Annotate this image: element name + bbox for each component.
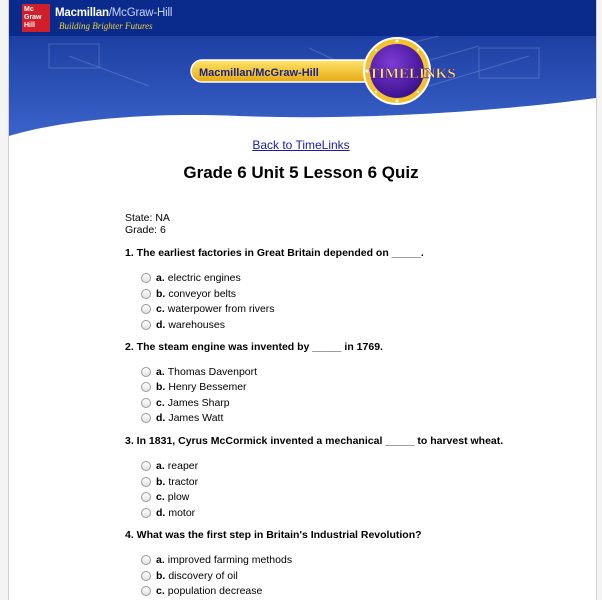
- q3-option-b[interactable]: b. tractor: [141, 476, 198, 488]
- brand-name[interactable]: Macmillan/McGraw-Hill: [55, 7, 173, 19]
- radio-button[interactable]: [141, 398, 151, 408]
- radio-button[interactable]: [141, 382, 151, 392]
- grade-label: Grade: 6: [125, 224, 166, 236]
- q1-option-b[interactable]: b. conveyor belts: [141, 288, 236, 300]
- q1-option-c[interactable]: c. waterpower from rivers: [141, 303, 275, 315]
- back-to-timelinks-link[interactable]: Back to TimeLinks: [252, 138, 350, 152]
- brand-tagline: Building Brighter Futures: [59, 21, 153, 31]
- header-bar: [9, 0, 596, 36]
- radio-button[interactable]: [141, 586, 151, 596]
- radio-button[interactable]: [141, 320, 151, 330]
- timelinks-banner: [9, 36, 596, 146]
- radio-button[interactable]: [141, 289, 151, 299]
- q3-option-c[interactable]: c. plow: [141, 491, 189, 503]
- question-4: 4. What was the first step in Britain's Industrial Revolution?: [125, 529, 422, 541]
- radio-button[interactable]: [141, 273, 151, 283]
- page-title: Grade 6 Unit 5 Lesson 6 Quiz: [183, 163, 419, 182]
- mcgraw-hill-logo[interactable]: Mc Graw Hill: [22, 4, 50, 32]
- radio-button[interactable]: [141, 413, 151, 423]
- q2-option-a[interactable]: a. Thomas Davenport: [141, 366, 257, 378]
- radio-button[interactable]: [141, 461, 151, 471]
- question-2: 2. The steam engine was invented by _____ in 1769.: [125, 341, 383, 353]
- q1-option-a[interactable]: a. electric engines: [141, 272, 241, 284]
- banner-publisher: Macmillan/McGraw-Hill: [199, 67, 319, 79]
- radio-button[interactable]: [141, 367, 151, 377]
- right-scrollbar[interactable]: [596, 0, 602, 600]
- question-1: 1. The earliest factories in Great Britain depended on _____.: [125, 247, 424, 259]
- q2-option-b[interactable]: b. Henry Bessemer: [141, 381, 247, 393]
- quiz-meta: [125, 212, 170, 236]
- q2-option-c[interactable]: c. James Sharp: [141, 397, 230, 409]
- radio-button[interactable]: [141, 304, 151, 314]
- q3-option-d[interactable]: d. motor: [141, 507, 195, 519]
- q4-option-b[interactable]: b. discovery of oil: [141, 570, 238, 582]
- radio-button[interactable]: [141, 571, 151, 581]
- q1-option-d[interactable]: d. warehouses: [141, 319, 225, 331]
- radio-button[interactable]: [141, 555, 151, 565]
- q4-option-a[interactable]: a. improved farming methods: [141, 554, 292, 566]
- radio-button[interactable]: [141, 508, 151, 518]
- banner-product: TIMELINKS: [369, 66, 456, 82]
- radio-button[interactable]: [141, 492, 151, 502]
- q3-option-a[interactable]: a. reaper: [141, 460, 198, 472]
- left-frame: [0, 0, 9, 600]
- state-label: State: NA: [125, 212, 170, 224]
- q4-option-c[interactable]: c. population decrease: [141, 585, 262, 597]
- q2-option-d[interactable]: d. James Watt: [141, 412, 223, 424]
- question-3: 3. In 1831, Cyrus McCormick invented a mechanical _____ to harvest wheat.: [125, 435, 504, 447]
- radio-button[interactable]: [141, 477, 151, 487]
